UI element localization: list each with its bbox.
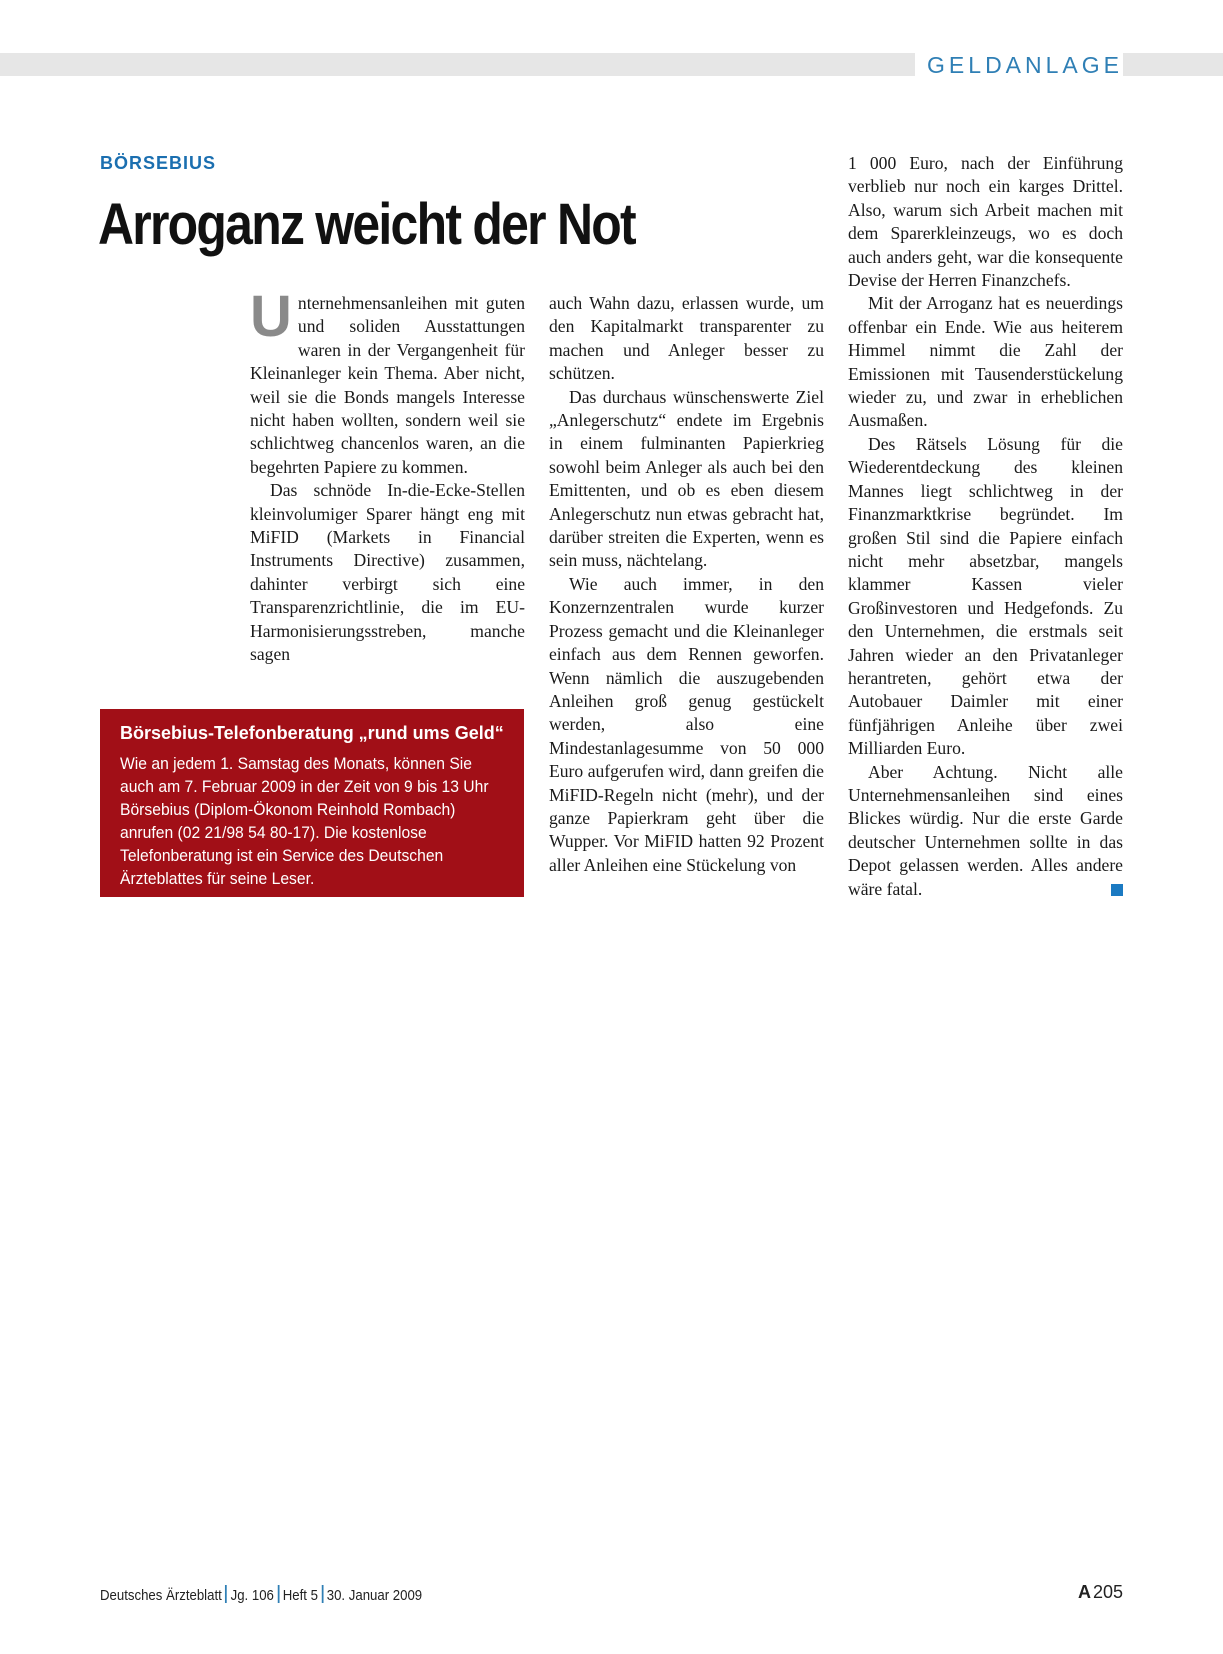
page-number [1078, 1582, 1123, 1603]
paragraph: Wie auch immer, in den Konzernzentralen wurde kurzer Prozess gemacht und die Kleinanleger einfach aus dem Rennen geworfen. Wenn nämlich die auszugebenden Anleihen groß genug gestückelt werden, also eine Mindestanlagesumme von 50 000 Euro aufgerufen wird, dann greifen die MiFID-Regeln nicht (mehr), und der ganze Papierkram geht über die Wupper. Vor MiFID hatten 92 Prozent aller Anleihen eine Stückelung von [549, 573, 824, 875]
footer-date: 30. Januar 2009 [326, 1587, 423, 1604]
paragraph: Das durchaus wünschenswerte Ziel „Anlegerschutz“ endete im Ergebnis in einem fulminanten Papierkrieg sowohl beim Anleger als auch bei den Emittenten, und ob es eben diesem Anlegerschutz nun etwas gebracht hat, darüber streiten die Experten, wenn es sein muss, nächtelang. [549, 386, 824, 571]
article-column-3 [848, 152, 1123, 901]
paragraph: auch Wahn dazu, erlassen wurde, um den Kapitalmarkt transparenter zu machen und Anleger besser zu schützen. [549, 293, 824, 384]
info-box-text: Wie an jedem 1. Samstag des Monats, können Sie auch am 7. Februar 2009 in der Zeit von 9 bis 13 Uhr Börsebius (Diplom-Ökonom Reinhold Rombach) anrufen (02 21/98 54 80-17). Die kostenlose Telefonberatung ist ein Service des Deutschen Ärzteblattes für seine Leser. [120, 755, 489, 888]
article-column-2 [549, 292, 824, 877]
page-number-value: 205 [1092, 1582, 1123, 1602]
paragraph: Unternehmensanleihen mit guten und soliden Ausstattungen waren in der Vergangenheit für Kleinanleger kein Thema. Aber nicht, weil sie die Bonds mangels Interesse nicht haben wollten, sondern weil sie schlichtweg chancenlos waren, an die begehrten Papiere zu kommen. [250, 284, 525, 477]
footer-separator [277, 1585, 279, 1603]
paragraph: Mit der Arroganz hat es neuerdings offenbar ein Ende. Wie aus heiterem Himmel nimmt die Zahl der Emissionen mit Tausenderstückelung wieder zu, und zwar in erheblichen Ausmaßen. [848, 293, 1123, 431]
paragraph: Aber Achtung. Nicht alle Unternehmensanleihen sind eines Blickes würdig. Nur die erste Garde deutscher Unternehmen sollte in das Depot gelassen werden. Alles andere wäre fatal. [848, 761, 1123, 899]
footer-separator [321, 1585, 323, 1603]
article-headline: Arroganz weicht der Not [98, 192, 635, 257]
page-footer [100, 1585, 422, 1604]
info-box-title: Börsebius-Telefonberatung „rund ums Geld“ [120, 723, 504, 743]
paragraph: Das schnöde In-die-Ecke-Stellen kleinvolumiger Sparer hängt eng mit MiFID (Markets in Financial Instruments Directive) zusammen, dahinter verbirgt sich eine Transparenzrichtlinie, die im EU-Harmonisierungsstreben, manche sagen [250, 480, 525, 665]
dropcap: U [250, 284, 292, 349]
info-box [100, 709, 524, 897]
footer-volume: Jg. 106 [230, 1587, 274, 1604]
section-label: GELDANLAGE [915, 50, 1123, 80]
footer-publication: Deutsches Ärzteblatt [100, 1587, 222, 1604]
footer-separator [225, 1585, 227, 1603]
end-of-article-square-icon [1111, 884, 1123, 896]
paragraph: Des Rätsels Lösung für die Wiederentdeckung des kleinen Mannes liegt schlichtweg in der Finanzmarktkrise begründet. Im großen Stil sind die Papiere einfach nicht mehr absetzbar, mangels klammer Kassen vieler Großinvestoren und Hedgefonds. Zu den Unternehmen, die erstmals seit Jahren wieder an den Privatanleger herantreten, gehört etwa der Autobauer Daimler mit einer fünfjährigen Anleihe über zwei Milliarden Euro. [848, 433, 1123, 759]
article-column-1 [250, 284, 525, 667]
article-kicker: BÖRSEBIUS [100, 153, 217, 173]
page-prefix: A [1077, 1582, 1091, 1602]
footer-issue: Heft 5 [282, 1587, 318, 1604]
paragraph: 1 000 Euro, nach der Einführung verblieb nur noch ein karges Drittel. Also, warum sich Arbeit machen mit dem Sparerkleinzeugs, wo es doch auch anders geht, war die konsequente Devise der Herren Finanzchefs. [848, 153, 1123, 291]
